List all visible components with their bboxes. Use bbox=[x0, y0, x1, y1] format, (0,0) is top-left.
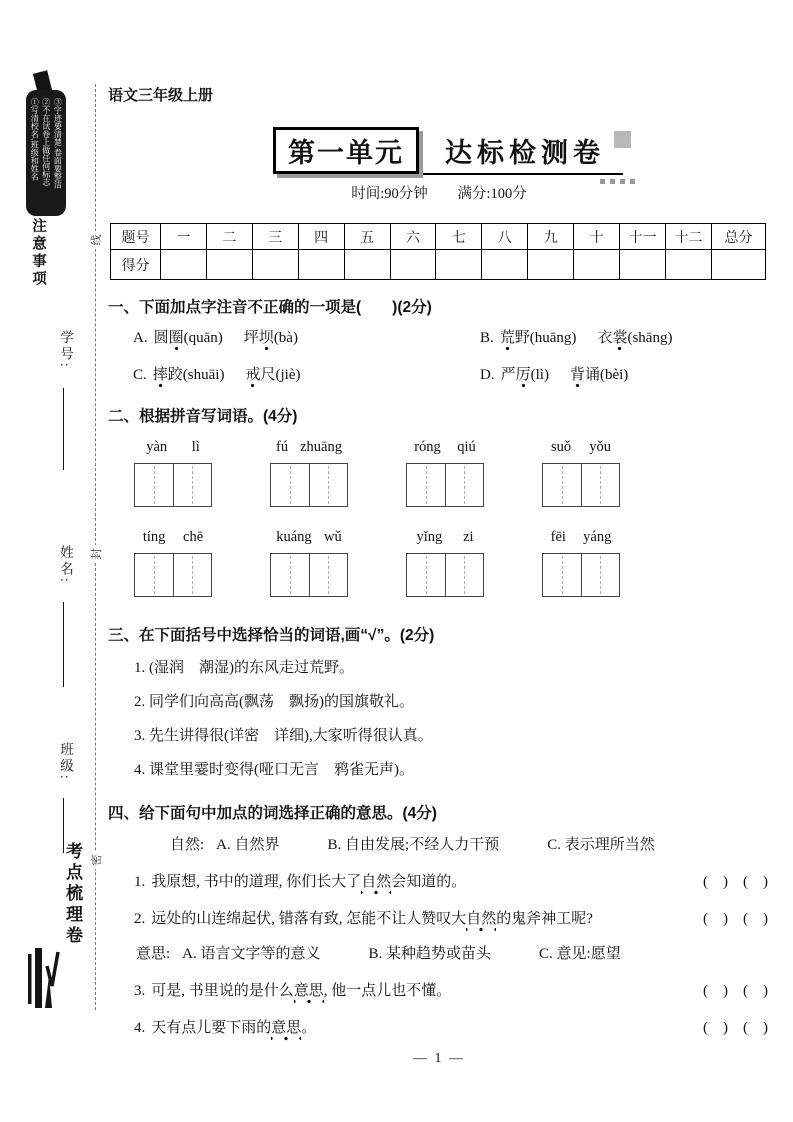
title-deco-dots bbox=[600, 179, 635, 184]
notice-title: 注意事项 bbox=[30, 218, 46, 288]
name-label: 姓名: bbox=[58, 545, 73, 585]
full-score-label: 满分:100分 bbox=[457, 186, 527, 202]
answer-brackets: ( ) ( ) bbox=[703, 983, 768, 999]
score-label-cell: 得分 bbox=[111, 250, 161, 280]
score-empty-cell bbox=[344, 250, 390, 280]
score-empty-cell bbox=[436, 250, 482, 280]
answer-brackets: ( ) ( ) bbox=[703, 874, 768, 890]
class-label: 班级: bbox=[58, 742, 73, 782]
notice-line: ①写清校名,班级和姓名 bbox=[30, 98, 40, 181]
student-id-blank bbox=[63, 388, 64, 470]
q4-sentence-3: 3. 可是, 书里说的是什么意思, 他一点儿也不懂。 ( ) ( ) bbox=[108, 979, 770, 1000]
title-underline bbox=[415, 173, 623, 175]
q1-title: 一、下面加点字注音不正确的一项是( )(2分) bbox=[108, 299, 432, 316]
q4-meanings-yisi: 意思: A. 语言文字等的意义 B. 某种趋势或苗头 C. 意见:愿望 bbox=[136, 946, 621, 962]
q4-title: 四、给下面句中加点的词选择正确的意思。(4分) bbox=[108, 805, 437, 822]
score-header-cell: 四 bbox=[298, 224, 344, 250]
pinyin-row-2 bbox=[108, 529, 770, 597]
notice-line: ②不在试卷上做任何标志 bbox=[41, 98, 51, 186]
q1-option-b: B. 荒野(huāng) 衣裳(shāng) bbox=[480, 326, 770, 347]
q1-options bbox=[108, 326, 770, 384]
pinyin-row-1 bbox=[108, 439, 770, 507]
writing-box bbox=[134, 553, 212, 597]
brand-name: 考点梳理卷 bbox=[63, 842, 82, 947]
score-header-cell: 八 bbox=[482, 224, 528, 250]
pinyin-group: suǒ yǒu bbox=[542, 439, 620, 507]
q1-option-a: A. 圆圈(quān) 坪坝(bà) bbox=[133, 326, 480, 347]
score-header-cell: 题号 bbox=[111, 224, 161, 250]
q3-item: 3. 先生讲得很(详密 详细),大家听得很认真。 bbox=[134, 728, 433, 744]
notice-line: ③字迹要清楚,卷面要整洁 bbox=[53, 98, 63, 189]
writing-box bbox=[270, 553, 348, 597]
unit-title: 第一单元 bbox=[288, 137, 404, 168]
score-empty-cell bbox=[390, 250, 436, 280]
brand-logo bbox=[25, 946, 61, 1017]
q4-sentence-4: 4. 天有点儿要下雨的意思。 ( ) ( ) bbox=[108, 1016, 770, 1037]
unit-title-box bbox=[273, 127, 419, 174]
q1-option-c: C. 摔跤(shuāi) 戒尺(jiè) bbox=[133, 363, 480, 384]
seal-mark: 封 bbox=[88, 545, 104, 563]
writing-box bbox=[270, 463, 348, 507]
score-empty-cell bbox=[528, 250, 574, 280]
score-empty-cell bbox=[712, 250, 766, 280]
score-header-cell: 七 bbox=[436, 224, 482, 250]
score-table-score-row bbox=[111, 250, 766, 280]
q3-item: 4. 课堂里霎时变得(哑口无言 鸦雀无声)。 bbox=[134, 762, 414, 778]
title-deco-square bbox=[614, 131, 631, 148]
q3-items bbox=[108, 651, 770, 787]
score-empty-cell bbox=[620, 250, 666, 280]
writing-box bbox=[406, 553, 484, 597]
score-header-cell: 九 bbox=[528, 224, 574, 250]
notice-box bbox=[26, 90, 66, 216]
exam-title-row bbox=[273, 127, 605, 173]
score-header-cell: 十 bbox=[574, 224, 620, 250]
q4-sentence-1: 1. 我原想, 书中的道理, 你们长大了自然会知道的。 ( ) ( ) bbox=[108, 870, 770, 891]
score-header-cell: 三 bbox=[252, 224, 298, 250]
name-blank bbox=[63, 602, 64, 687]
book-label: 语文三年级上册 bbox=[108, 88, 214, 104]
seal-mark: 密 bbox=[88, 851, 104, 869]
page-number: — 1 — bbox=[413, 1051, 465, 1066]
writing-box bbox=[406, 463, 484, 507]
writing-box bbox=[542, 553, 620, 597]
pinyin-group: yàn lì bbox=[134, 439, 212, 507]
exam-title: 达标检测卷 bbox=[445, 137, 605, 168]
q2-title: 二、根据拼音写词语。(4分) bbox=[108, 408, 298, 425]
score-empty-cell bbox=[574, 250, 620, 280]
q4-meanings-ziran: 自然: A. 自然界 B. 自由发展;不经人力干预 C. 表示理所当然 bbox=[170, 837, 655, 853]
score-header-cell: 六 bbox=[390, 224, 436, 250]
time-label: 时间:90分钟 bbox=[351, 186, 428, 202]
q3-item: 2. 同学们向高高(飘荡 飘扬)的国旗敬礼。 bbox=[134, 694, 414, 710]
exam-subtitle bbox=[108, 182, 770, 203]
score-empty-cell bbox=[161, 250, 207, 280]
pinyin-group: tíng chē bbox=[134, 529, 212, 597]
pinyin-group: róng qiú bbox=[406, 439, 484, 507]
q4-sentence-2: 2. 远处的山连绵起伏, 错落有致, 怎能不让人赞叹大自然的鬼斧神工呢? ( ) ( ) bbox=[108, 907, 770, 928]
score-header-cell: 一 bbox=[161, 224, 207, 250]
score-table-header-row bbox=[111, 224, 766, 250]
score-empty-cell bbox=[298, 250, 344, 280]
student-id-label: 学号: bbox=[58, 330, 73, 370]
main-content bbox=[108, 0, 770, 1067]
score-empty-cell bbox=[252, 250, 298, 280]
score-table bbox=[110, 223, 766, 280]
q3-item: 1. (湿润 潮湿)的东风走过荒野。 bbox=[134, 660, 354, 676]
writing-box bbox=[134, 463, 212, 507]
pinyin-group: kuáng wǔ bbox=[270, 529, 348, 597]
pinyin-group: fú zhuāng bbox=[270, 439, 348, 507]
q3-title: 三、在下面括号中选择恰当的词语,画“√”。(2分) bbox=[108, 627, 435, 644]
pinyin-group: fēi yáng bbox=[542, 529, 620, 597]
q1-option-d: D. 严厉(lì) 背诵(bèi) bbox=[480, 363, 770, 384]
score-empty-cell bbox=[206, 250, 252, 280]
pinyin-group: yǐng zi bbox=[406, 529, 484, 597]
answer-brackets: ( ) ( ) bbox=[703, 911, 768, 927]
score-header-cell: 二 bbox=[206, 224, 252, 250]
score-header-cell: 十一 bbox=[620, 224, 666, 250]
score-header-cell: 十二 bbox=[665, 224, 711, 250]
answer-brackets: ( ) ( ) bbox=[703, 1020, 768, 1036]
seal-mark: 线 bbox=[88, 231, 104, 249]
score-empty-cell bbox=[665, 250, 711, 280]
writing-box bbox=[542, 463, 620, 507]
score-header-cell: 总分 bbox=[712, 224, 766, 250]
score-empty-cell bbox=[482, 250, 528, 280]
score-header-cell: 五 bbox=[344, 224, 390, 250]
